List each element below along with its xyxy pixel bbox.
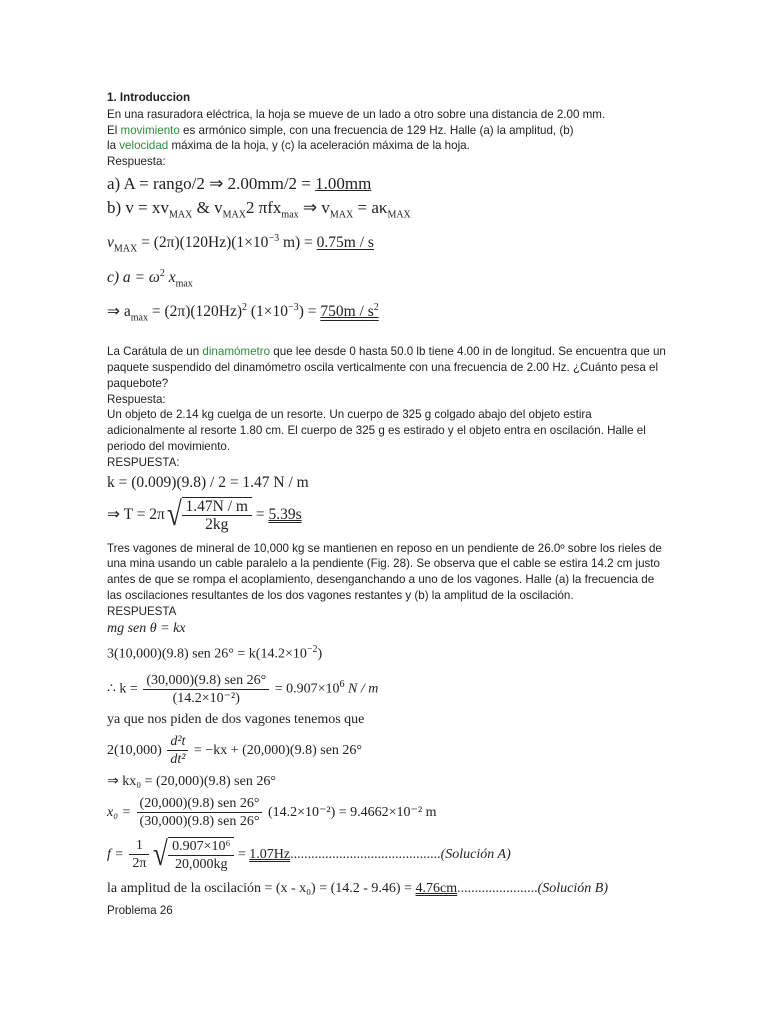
text: La Carátula de un — [107, 345, 203, 359]
eq-sup: 6 — [339, 679, 345, 691]
fraction — [129, 837, 149, 872]
eq-text: ) = — [298, 303, 321, 321]
eq-answer: 1.00mm — [315, 173, 372, 193]
eq-sup: −3 — [268, 233, 280, 245]
eq-dots: ....................... — [457, 880, 538, 896]
eq-answer: 1.07Hz — [249, 846, 291, 862]
eq-solution-label: (Solución A) — [440, 846, 511, 862]
fraction — [137, 795, 263, 830]
eq-text: 2(10,000) — [107, 742, 166, 758]
equation-k: k = (0.009)(9.8) / 2 = 1.47 N / m — [107, 473, 309, 491]
intro-line-3 — [107, 138, 667, 154]
eq-text: = — [234, 846, 250, 862]
equation-l1: mg sen θ = kx — [107, 621, 186, 637]
eq-denominator: (30,000)(9.8) sen 26° — [139, 814, 260, 830]
equations-part-1 — [107, 172, 667, 330]
eq-answer: 4.76cm — [415, 880, 458, 896]
eq-sub: MAX — [169, 209, 193, 221]
equation-l9 — [107, 877, 667, 901]
text: máxima de la hoja, y (c) la aceleración máxima de la hoja. — [168, 139, 470, 153]
sqrt: √ $\frac{1.47N / m}{2kg}$ — [165, 497, 252, 533]
section-heading: 1. Introduccion — [107, 91, 191, 104]
problem-3-text: Tres vagones de mineral de 10,000 kg se mantienen en reposo en un pendiente de 26.0º sobre los rieles de una mina usando un cable paralelo a la pendiente (Fig. 28). Se observa que el cable se estira 14.2 cm justo antes de que se rompa el acoplamiento, desenganchando a uno de los vagones. Halle (a) la frecuencia de las oscilaciones resultantes de los dos vagones restantes y (b) la amplitud de la oscilación. — [107, 541, 662, 602]
eq-answer-text: 750m / s — [320, 303, 374, 321]
equation-vmax — [107, 227, 667, 261]
eq-sup: 2 — [373, 301, 379, 313]
fraction — [143, 672, 269, 707]
dinamometro-link[interactable]: dinamómetro — [202, 345, 271, 359]
eq-text: = (2π)(120Hz)(1×10 — [137, 234, 269, 252]
eq-sup: 2 — [242, 301, 248, 313]
eq-numerator: d²t — [167, 733, 188, 751]
eq-text: (1×10 — [247, 303, 289, 321]
intro-line-1: En una rasuradora eléctrica, la hoja se mueve de un lado a otro sobre una distancia de 2.00 mm. — [107, 107, 606, 121]
eq-sub: max — [130, 312, 148, 324]
equations-part-3 — [107, 619, 667, 900]
eq-text: & v — [192, 197, 223, 217]
eq-numerator: (30,000)(9.8) sen 26° — [143, 672, 269, 690]
eq-sup: −3 — [288, 301, 299, 313]
eq-solution-label: (Solución B) — [537, 880, 608, 896]
eq-numerator: (20,000)(9.8) sen 26° — [137, 795, 263, 813]
respuesta-label: RESPUESTA: — [107, 455, 180, 469]
respuesta-label: Respuesta: — [107, 392, 166, 406]
eq-text: 2 πfx — [245, 197, 282, 217]
equation-l4: ya que nos piden de dos vagones tenemos que — [107, 711, 365, 727]
eq-text: (14.2×10⁻²) = 9.4662×10⁻² m — [264, 804, 437, 820]
eq-denominator: 20,000kg — [174, 856, 228, 872]
equation-b — [107, 196, 667, 227]
eq-text: x₀ = — [107, 804, 135, 820]
eq-text: v — [107, 234, 114, 252]
equation-period — [107, 495, 667, 535]
eq-denominator: dt² — [170, 752, 186, 768]
eq-numerator: 0.907×10⁶ — [168, 838, 234, 856]
movimiento-link[interactable]: movimiento — [120, 123, 180, 137]
problem-2b-text: Un objeto de 2.14 kg cuelga de un resorte. Un cuerpo de 325 g colgado abajo del objeto estira adicionalmente al resorte 1.80 cm. El cuerpo de 325 g es estirado y el objeto entra en oscilación. Halle el periodo del movimiento. — [107, 408, 646, 453]
eq-text: m) = — [279, 234, 317, 252]
intro-line-2 — [107, 123, 667, 139]
fraction — [167, 733, 188, 768]
eq-text: ⇒ v — [298, 197, 330, 217]
eq-text: = — [251, 505, 269, 523]
eq-text: = (2π)(120Hz) — [147, 303, 243, 321]
document-page — [107, 90, 667, 919]
eq-text: = −kx + (20,000)(9.8) sen 26° — [190, 742, 363, 758]
eq-text: f = — [107, 846, 128, 862]
eq-answer: 5.39s — [268, 505, 302, 523]
eq-sub: MAX — [387, 209, 411, 221]
eq-numerator: 1.47N / m — [182, 498, 252, 516]
eq-text: ⇒ T = 2π — [107, 505, 165, 523]
eq-sub: MAX — [222, 209, 246, 221]
eq-text: 3(10,000)(9.8) sen 26° = k(14.2×10 — [107, 647, 307, 663]
eq-text: b) v = xv — [107, 197, 169, 217]
equation-l7 — [107, 793, 667, 833]
eq-sub: MAX — [329, 209, 354, 221]
eq-text: = 0.907×10 — [271, 681, 340, 697]
velocidad-link[interactable]: velocidad — [119, 139, 169, 153]
equation-l8 — [107, 833, 667, 877]
equation-amax — [107, 296, 667, 330]
equation-c — [107, 262, 667, 296]
respuesta-label: RESPUESTA — [107, 604, 177, 618]
eq-numerator: 1 — [129, 837, 149, 855]
equation-l3 — [107, 666, 667, 709]
eq-sub: max — [281, 209, 299, 221]
equation-l5 — [107, 731, 667, 771]
problem-2 — [107, 344, 667, 470]
eq-text: a) A = rango/2 ⇒ 2.00mm/2 = — [107, 173, 316, 193]
respuesta-label: Respuesta: — [107, 155, 166, 169]
eq-sup: −2 — [306, 644, 318, 656]
eq-denominator: 2π — [132, 856, 147, 872]
equation-l2 — [107, 639, 667, 666]
text: es armónico simple, con una frecuencia de 129 Hz. Halle (a) la amplitud, (b) — [179, 123, 574, 137]
eq-sub: MAX — [113, 243, 138, 255]
eq-sup: 2 — [159, 267, 165, 279]
eq-text: ∴ k = — [107, 681, 142, 697]
problem-2-text — [107, 344, 667, 391]
intro-section — [107, 90, 667, 170]
eq-text: c) a = ω — [107, 268, 160, 286]
problem-3 — [107, 541, 667, 620]
eq-text: ⇒ a — [107, 303, 131, 321]
equation-l6: ⇒ kx₀ = (20,000)(9.8) sen 26° — [107, 773, 276, 789]
eq-denominator: 2kg — [205, 515, 229, 533]
text: que lee desde 0 hasta 50.0 lb tiene 4.00 in de longitud. Se encuentra que un paquete suspendido del dinamómetro oscila verticalmente con una frecuencia de 2.00 Hz. ¿Cuánto pesa el paquebote? — [107, 345, 666, 390]
eq-text: N / m — [344, 681, 379, 697]
eq-text: x — [164, 268, 176, 286]
equation-a — [107, 172, 667, 196]
eq-answer: 0.75m / s — [316, 234, 374, 252]
eq-text: la amplitud de la oscilación = (x - x₀) = (14.2 - 9.46) = — [107, 880, 416, 896]
eq-text: ) — [317, 647, 323, 663]
eq-answer — [320, 303, 378, 320]
text: la — [107, 139, 120, 153]
problem-26-label: Problema 26 — [107, 903, 173, 917]
eq-text: = aκ — [353, 197, 388, 217]
eq-dots: ........................................... — [290, 846, 441, 862]
eq-sub: max — [175, 277, 193, 289]
text: El — [107, 123, 121, 137]
sqrt: √ $\frac{\text{0.907×10⁶}}{20,000kg}$ — [151, 837, 234, 873]
eq-denominator: (14.2×10⁻²) — [172, 691, 240, 707]
